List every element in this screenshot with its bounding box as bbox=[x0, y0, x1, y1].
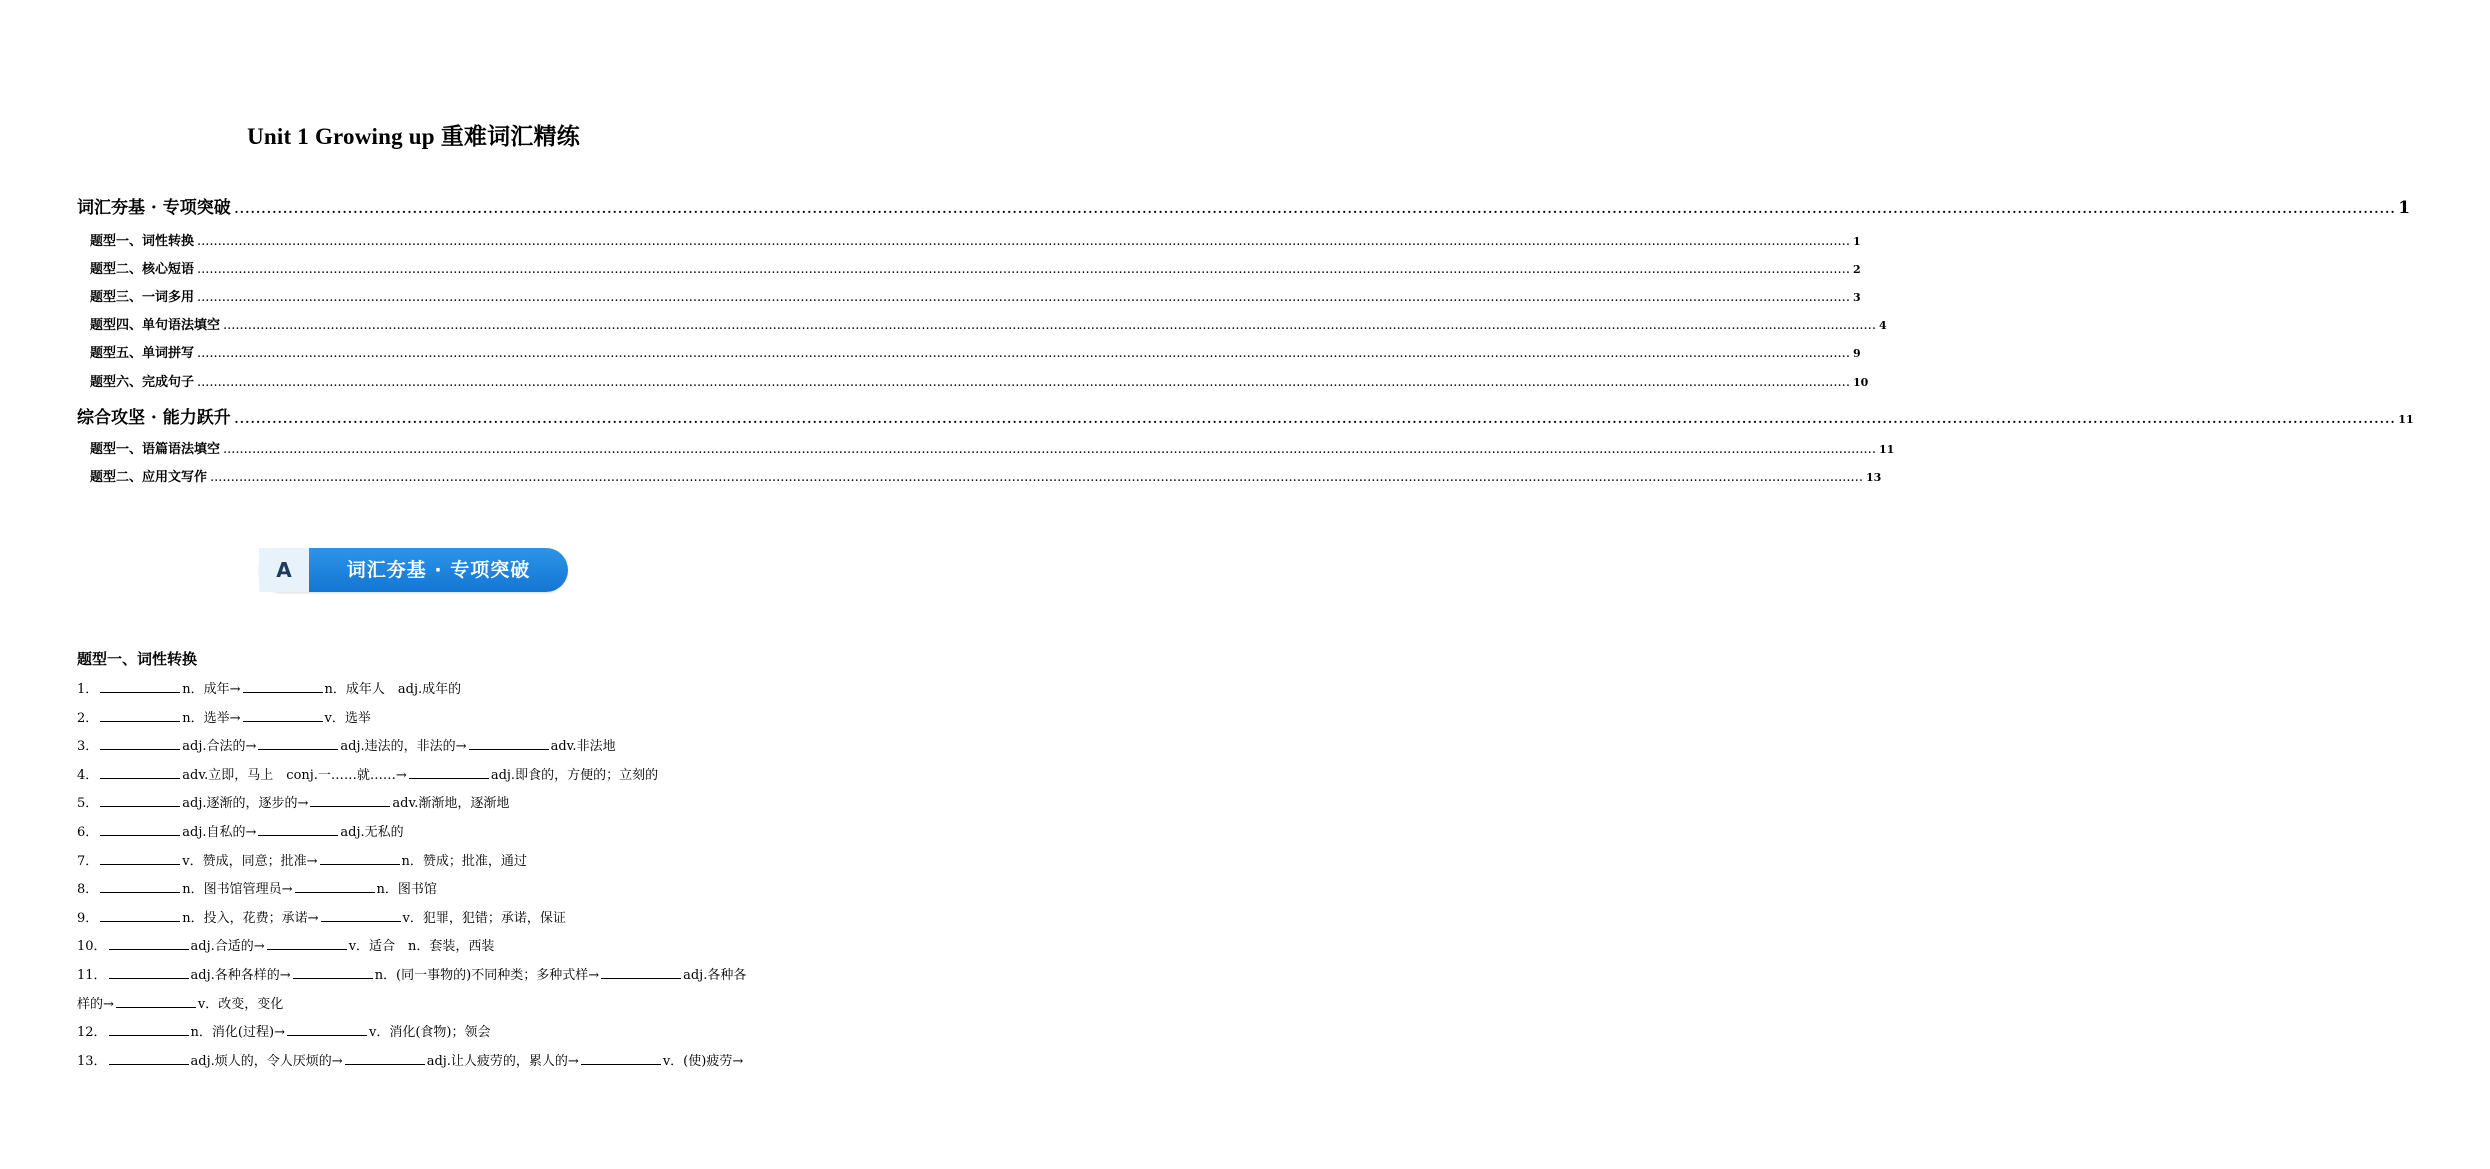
item-text: adj.合法的→ bbox=[182, 739, 257, 755]
item-text: v．改变，变化 bbox=[197, 996, 284, 1012]
item-text: adv.立即，马上 conj.一……就……→ bbox=[182, 767, 407, 783]
exercise-item bbox=[77, 905, 753, 934]
toc-page-number: 2 bbox=[1852, 263, 1861, 276]
answer-blank[interactable] bbox=[116, 995, 196, 1008]
exercise-item bbox=[77, 762, 753, 791]
toc-leader-dots: ................................................................................................................................................................................................................................................................................................................................................................................................................ bbox=[197, 234, 1850, 249]
toc-page-number: 9 bbox=[1852, 347, 1861, 360]
toc-page-number: 1 bbox=[2398, 198, 2411, 218]
item-number: 5． bbox=[77, 796, 99, 812]
item-text: v．消化(食物)；领会 bbox=[368, 1025, 491, 1041]
exercise-item bbox=[77, 1048, 753, 1077]
item-text: adj.逐渐的，逐步的→ bbox=[182, 796, 309, 812]
page-title: Unit 1 Growing up 重难词汇精练 bbox=[247, 124, 580, 149]
answer-blank[interactable] bbox=[100, 852, 180, 865]
toc-entry-label: 题型六、完成句子 bbox=[90, 375, 195, 390]
item-text: n．成年人 adj.成年的 bbox=[324, 682, 462, 697]
toc-entry-label: 题型三、一词多用 bbox=[90, 290, 195, 305]
answer-blank[interactable] bbox=[100, 880, 180, 893]
item-number: 9． bbox=[77, 910, 99, 926]
toc-leader-dots: ................................................................................................................................................................................................................................................................................................................................................................................................................ bbox=[233, 198, 2396, 218]
toc-entry-label: 题型五、单词拼写 bbox=[90, 346, 195, 361]
toc-entry-label: 题型二、应用文写作 bbox=[90, 470, 208, 485]
answer-blank[interactable] bbox=[109, 966, 189, 979]
exercise-item bbox=[77, 705, 753, 734]
toc-leader-dots: ................................................................................................................................................................................................................................................................................................................................................................................................................ bbox=[233, 408, 2396, 428]
toc-entry-label: 题型一、词性转换 bbox=[90, 234, 195, 249]
exercise-item bbox=[77, 733, 753, 762]
answer-blank[interactable] bbox=[320, 852, 400, 865]
item-number: 8． bbox=[77, 882, 99, 898]
exercise-list bbox=[77, 676, 753, 1076]
answer-blank[interactable] bbox=[469, 737, 549, 750]
item-text: v．犯罪，犯错；承诺，保证 bbox=[402, 910, 566, 926]
answer-blank[interactable] bbox=[109, 1052, 189, 1065]
item-text: n．投入，花费；承诺→ bbox=[182, 910, 319, 926]
item-number: 4． bbox=[77, 767, 99, 783]
exercise-item bbox=[77, 962, 753, 1019]
exercise-item bbox=[77, 790, 753, 819]
item-text: adj.合适的→ bbox=[190, 939, 265, 955]
answer-blank[interactable] bbox=[295, 880, 375, 893]
item-number: 6． bbox=[77, 824, 99, 840]
toc-leader-dots: ................................................................................................................................................................................................................................................................................................................................................................................................................ bbox=[197, 262, 1850, 277]
toc-leader-dots: ................................................................................................................................................................................................................................................................................................................................................................................................................ bbox=[223, 442, 1876, 457]
item-number: 7． bbox=[77, 853, 99, 869]
toc-page-number: 11 bbox=[2398, 413, 2414, 426]
item-text: adj.让人疲劳的，累人的→ bbox=[426, 1053, 579, 1069]
answer-blank[interactable] bbox=[409, 766, 489, 779]
item-number: 10． bbox=[77, 939, 107, 955]
toc-page-number: 4 bbox=[1878, 319, 1887, 332]
toc-page-number: 11 bbox=[1878, 443, 1895, 456]
answer-blank[interactable] bbox=[100, 709, 180, 722]
toc-page-number: 13 bbox=[1865, 471, 1882, 484]
toc-entry[interactable] bbox=[0, 466, 1882, 485]
answer-blank[interactable] bbox=[243, 680, 323, 693]
answer-blank[interactable] bbox=[100, 794, 180, 807]
answer-blank[interactable] bbox=[100, 766, 180, 779]
item-text: v．选举 bbox=[324, 710, 371, 726]
answer-blank[interactable] bbox=[258, 823, 338, 836]
answer-blank[interactable] bbox=[243, 709, 323, 722]
item-text: n．图书馆 bbox=[376, 882, 437, 898]
answer-blank[interactable] bbox=[293, 966, 373, 979]
item-text: n．赞成；批准，通过 bbox=[401, 853, 527, 869]
item-number: 3． bbox=[77, 739, 99, 755]
toc-leader-dots: ................................................................................................................................................................................................................................................................................................................................................................................................................ bbox=[210, 470, 1863, 485]
answer-blank[interactable] bbox=[109, 1023, 189, 1036]
toc-leader-dots: ................................................................................................................................................................................................................................................................................................................................................................................................................ bbox=[223, 318, 1876, 333]
toc-entry-label: 词汇夯基 · 专项突破 bbox=[77, 198, 231, 218]
answer-blank[interactable] bbox=[287, 1023, 367, 1036]
exercise-item bbox=[77, 819, 753, 848]
answer-blank[interactable] bbox=[100, 680, 180, 693]
answer-blank[interactable] bbox=[109, 937, 189, 950]
item-text: adv.非法地 bbox=[550, 739, 616, 755]
section-heading: 题型一、词性转换 bbox=[77, 650, 198, 668]
item-text: v．(使)疲劳→ bbox=[662, 1053, 744, 1069]
item-text: adj.即食的，方便的；立刻的 bbox=[490, 767, 659, 783]
toc-page-number: 10 bbox=[1852, 376, 1869, 389]
item-number: 11． bbox=[77, 967, 107, 983]
item-text: v．适合 n．套装，西装 bbox=[348, 939, 495, 955]
toc-entry[interactable] bbox=[0, 371, 1869, 390]
item-text: n．成年→ bbox=[182, 682, 241, 697]
answer-blank[interactable] bbox=[345, 1052, 425, 1065]
toc-leader-dots: ................................................................................................................................................................................................................................................................................................................................................................................................................ bbox=[197, 375, 1850, 390]
exercise-item bbox=[77, 1019, 753, 1048]
item-text: n．消化(过程)→ bbox=[190, 1025, 285, 1041]
answer-blank[interactable] bbox=[100, 737, 180, 750]
item-number: 1． bbox=[77, 682, 99, 697]
answer-blank[interactable] bbox=[100, 909, 180, 922]
exercise-item bbox=[77, 676, 753, 705]
toc-entry[interactable] bbox=[0, 193, 2411, 218]
exercise-item bbox=[77, 848, 753, 877]
toc-entry[interactable] bbox=[0, 230, 1861, 249]
answer-blank[interactable] bbox=[581, 1052, 661, 1065]
item-text: adv.渐渐地，逐渐地 bbox=[392, 796, 510, 812]
answer-blank[interactable] bbox=[258, 737, 338, 750]
item-number: 12． bbox=[77, 1025, 107, 1041]
answer-blank[interactable] bbox=[601, 966, 681, 979]
answer-blank[interactable] bbox=[321, 909, 401, 922]
toc-page-number: 3 bbox=[1852, 291, 1861, 304]
toc-entry[interactable] bbox=[0, 342, 1861, 361]
toc-entry[interactable] bbox=[0, 286, 1861, 305]
exercise-item bbox=[77, 933, 753, 962]
toc-page-number: 1 bbox=[1852, 235, 1861, 248]
item-text: n．选举→ bbox=[182, 710, 241, 726]
toc-leader-dots: ................................................................................................................................................................................................................................................................................................................................................................................................................ bbox=[197, 346, 1850, 361]
item-text: adj.自私的→ bbox=[182, 824, 257, 840]
toc-entry-label: 题型四、单句语法填空 bbox=[90, 318, 221, 333]
item-number: 13． bbox=[77, 1053, 107, 1069]
item-text: adj.各种各样的→ bbox=[190, 967, 291, 983]
answer-blank[interactable] bbox=[100, 823, 180, 836]
banner-badge: A bbox=[259, 548, 309, 592]
toc-entry[interactable] bbox=[0, 314, 1887, 333]
item-text: n．图书馆管理员→ bbox=[182, 882, 293, 898]
toc-entry-label: 题型二、核心短语 bbox=[90, 262, 195, 277]
section-banner bbox=[259, 548, 568, 592]
item-text: n．(同一事物的)不同种类；多种式样→ bbox=[374, 967, 600, 983]
toc-entry[interactable] bbox=[0, 258, 1861, 277]
item-text: v．赞成，同意；批准→ bbox=[182, 853, 318, 869]
exercise-item bbox=[77, 876, 753, 905]
item-text: adj.无私的 bbox=[340, 824, 404, 840]
item-text: adj.烦人的，令人厌烦的→ bbox=[190, 1053, 343, 1069]
answer-blank[interactable] bbox=[310, 794, 390, 807]
item-text: adj.违法的，非法的→ bbox=[340, 739, 467, 755]
item-number: 2． bbox=[77, 710, 99, 726]
toc-leader-dots: ................................................................................................................................................................................................................................................................................................................................................................................................................ bbox=[197, 290, 1850, 305]
toc-entry[interactable] bbox=[0, 438, 1895, 457]
toc-entry-label: 综合攻坚 · 能力跃升 bbox=[77, 408, 231, 428]
toc-entry[interactable] bbox=[0, 403, 2414, 428]
item-text: adj.各种各样的→ bbox=[77, 967, 747, 1012]
answer-blank[interactable] bbox=[267, 937, 347, 950]
toc-entry-label: 题型一、语篇语法填空 bbox=[90, 442, 221, 457]
banner-text: 词汇夯基 · 专项突破 bbox=[346, 559, 531, 581]
